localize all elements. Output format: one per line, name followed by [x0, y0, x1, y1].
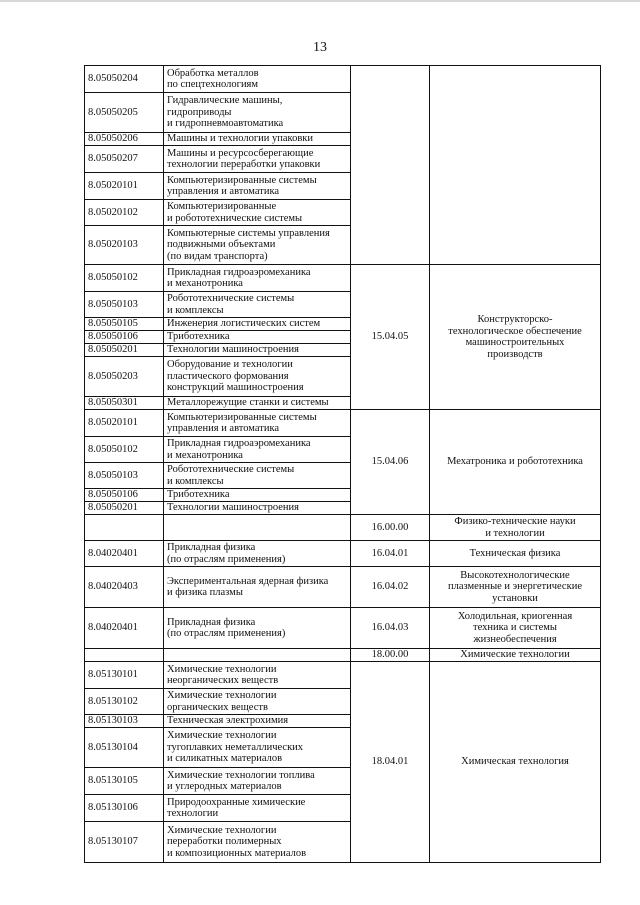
old-name: Прикладная физика (по отраслям применения) — [164, 541, 351, 567]
old-name: Прикладная гидроаэромеханика и механотроника — [164, 265, 351, 292]
old-code: 8.05130106 — [85, 795, 164, 822]
old-name: Компьютеризированные системы управления и автоматика — [164, 410, 351, 437]
old-name: Техническая электрохимия — [164, 715, 351, 728]
old-code: 8.05130103 — [85, 715, 164, 728]
old-name: Химические технологии органических веществ — [164, 689, 351, 715]
old-name: Природоохранные химические технологии — [164, 795, 351, 822]
old-name: Технологии машиностроения — [164, 502, 351, 515]
new-name: Физико-технические науки и технологии — [430, 515, 601, 541]
table-row — [85, 410, 601, 437]
scan-edge — [0, 0, 640, 2]
old-code — [85, 515, 164, 541]
new-name — [430, 66, 601, 265]
old-code: 8.05050201 — [85, 502, 164, 515]
old-name: Обработка металлов по спецтехнологиям — [164, 66, 351, 93]
old-name: Компьютерные системы управления подвижными объектами (по видам транспорта) — [164, 226, 351, 265]
old-code: 8.05050206 — [85, 133, 164, 146]
old-name: Химические технологии топлива и углеродных материалов — [164, 768, 351, 795]
old-code: 8.04020401 — [85, 541, 164, 567]
specialties-table — [84, 65, 601, 863]
new-code: 15.04.05 — [351, 265, 430, 410]
table-row — [85, 66, 601, 93]
old-name: Прикладная физика (по отраслям применения) — [164, 608, 351, 649]
old-code: 8.05050106 — [85, 331, 164, 344]
old-code: 8.05130104 — [85, 728, 164, 768]
new-code: 16.04.01 — [351, 541, 430, 567]
old-name: Инженерия логистических систем — [164, 318, 351, 331]
old-code: 8.05130101 — [85, 662, 164, 689]
old-name: Металлорежущие станки и системы — [164, 397, 351, 410]
old-code: 8.04020401 — [85, 608, 164, 649]
old-code: 8.05050103 — [85, 463, 164, 489]
new-name: Химическая технология — [430, 662, 601, 863]
new-code: 18.00.00 — [351, 649, 430, 662]
old-code: 8.05050106 — [85, 489, 164, 502]
old-name: Триботехника — [164, 331, 351, 344]
old-name: Компьютеризированные и робототехнические системы — [164, 200, 351, 226]
new-name: Высокотехнологические плазменные и энергетические установки — [430, 567, 601, 608]
old-code: 8.05050301 — [85, 397, 164, 410]
old-code: 8.05050103 — [85, 292, 164, 318]
old-code: 8.04020403 — [85, 567, 164, 608]
new-code: 16.00.00 — [351, 515, 430, 541]
old-name: Оборудование и технологии пластического формования конструкций машиностроения — [164, 357, 351, 397]
old-name: Компьютеризированные системы управления и автоматика — [164, 173, 351, 200]
old-name — [164, 515, 351, 541]
old-code: 8.05050204 — [85, 66, 164, 93]
old-code: 8.05130105 — [85, 768, 164, 795]
table-row — [85, 608, 601, 649]
table-row — [85, 567, 601, 608]
new-code — [351, 66, 430, 265]
new-name: Холодильная, криогенная техника и системы жизнеобеспечения — [430, 608, 601, 649]
old-name: Машины и ресурсосберегающие технологии переработки упаковки — [164, 146, 351, 173]
old-name: Машины и технологии упаковки — [164, 133, 351, 146]
old-code: 8.05050105 — [85, 318, 164, 331]
table-row — [85, 541, 601, 567]
old-code: 8.05050201 — [85, 344, 164, 357]
old-code: 8.05050205 — [85, 93, 164, 133]
old-name — [164, 649, 351, 662]
old-code — [85, 649, 164, 662]
old-name: Гидравлические машины, гидроприводы и гидропневмоавтоматика — [164, 93, 351, 133]
page-number: 13 — [313, 40, 327, 55]
old-code: 8.05020103 — [85, 226, 164, 265]
old-code: 8.05020102 — [85, 200, 164, 226]
new-name: Техническая физика — [430, 541, 601, 567]
old-name: Химические технологии тугоплавких неметаллических и силикатных материалов — [164, 728, 351, 768]
old-code: 8.05050102 — [85, 265, 164, 292]
new-code: 15.04.06 — [351, 410, 430, 515]
old-name: Прикладная гидроаэромеханика и механотроника — [164, 437, 351, 463]
table-row — [85, 265, 601, 292]
old-name: Робототехнические системы и комплексы — [164, 463, 351, 489]
old-name: Триботехника — [164, 489, 351, 502]
old-code: 8.05130102 — [85, 689, 164, 715]
old-name: Робототехнические системы и комплексы — [164, 292, 351, 318]
old-name: Экспериментальная ядерная физика и физика плазмы — [164, 567, 351, 608]
new-name: Химические технологии — [430, 649, 601, 662]
old-name: Химические технологии переработки полимерных и композиционных материалов — [164, 822, 351, 863]
old-code: 8.05050203 — [85, 357, 164, 397]
table-row — [85, 649, 601, 662]
old-code: 8.05130107 — [85, 822, 164, 863]
new-name: Мехатроника и робототехника — [430, 410, 601, 515]
old-code: 8.05020101 — [85, 410, 164, 437]
old-name: Химические технологии неорганических веществ — [164, 662, 351, 689]
new-code: 16.04.03 — [351, 608, 430, 649]
table-row — [85, 662, 601, 689]
old-name: Технологии машиностроения — [164, 344, 351, 357]
table-row — [85, 515, 601, 541]
old-code: 8.05020101 — [85, 173, 164, 200]
old-code: 8.05050207 — [85, 146, 164, 173]
old-code: 8.05050102 — [85, 437, 164, 463]
new-code: 16.04.02 — [351, 567, 430, 608]
new-code: 18.04.01 — [351, 662, 430, 863]
new-name: Конструкторско- технологическое обеспечение машиностроительных производств — [430, 265, 601, 410]
